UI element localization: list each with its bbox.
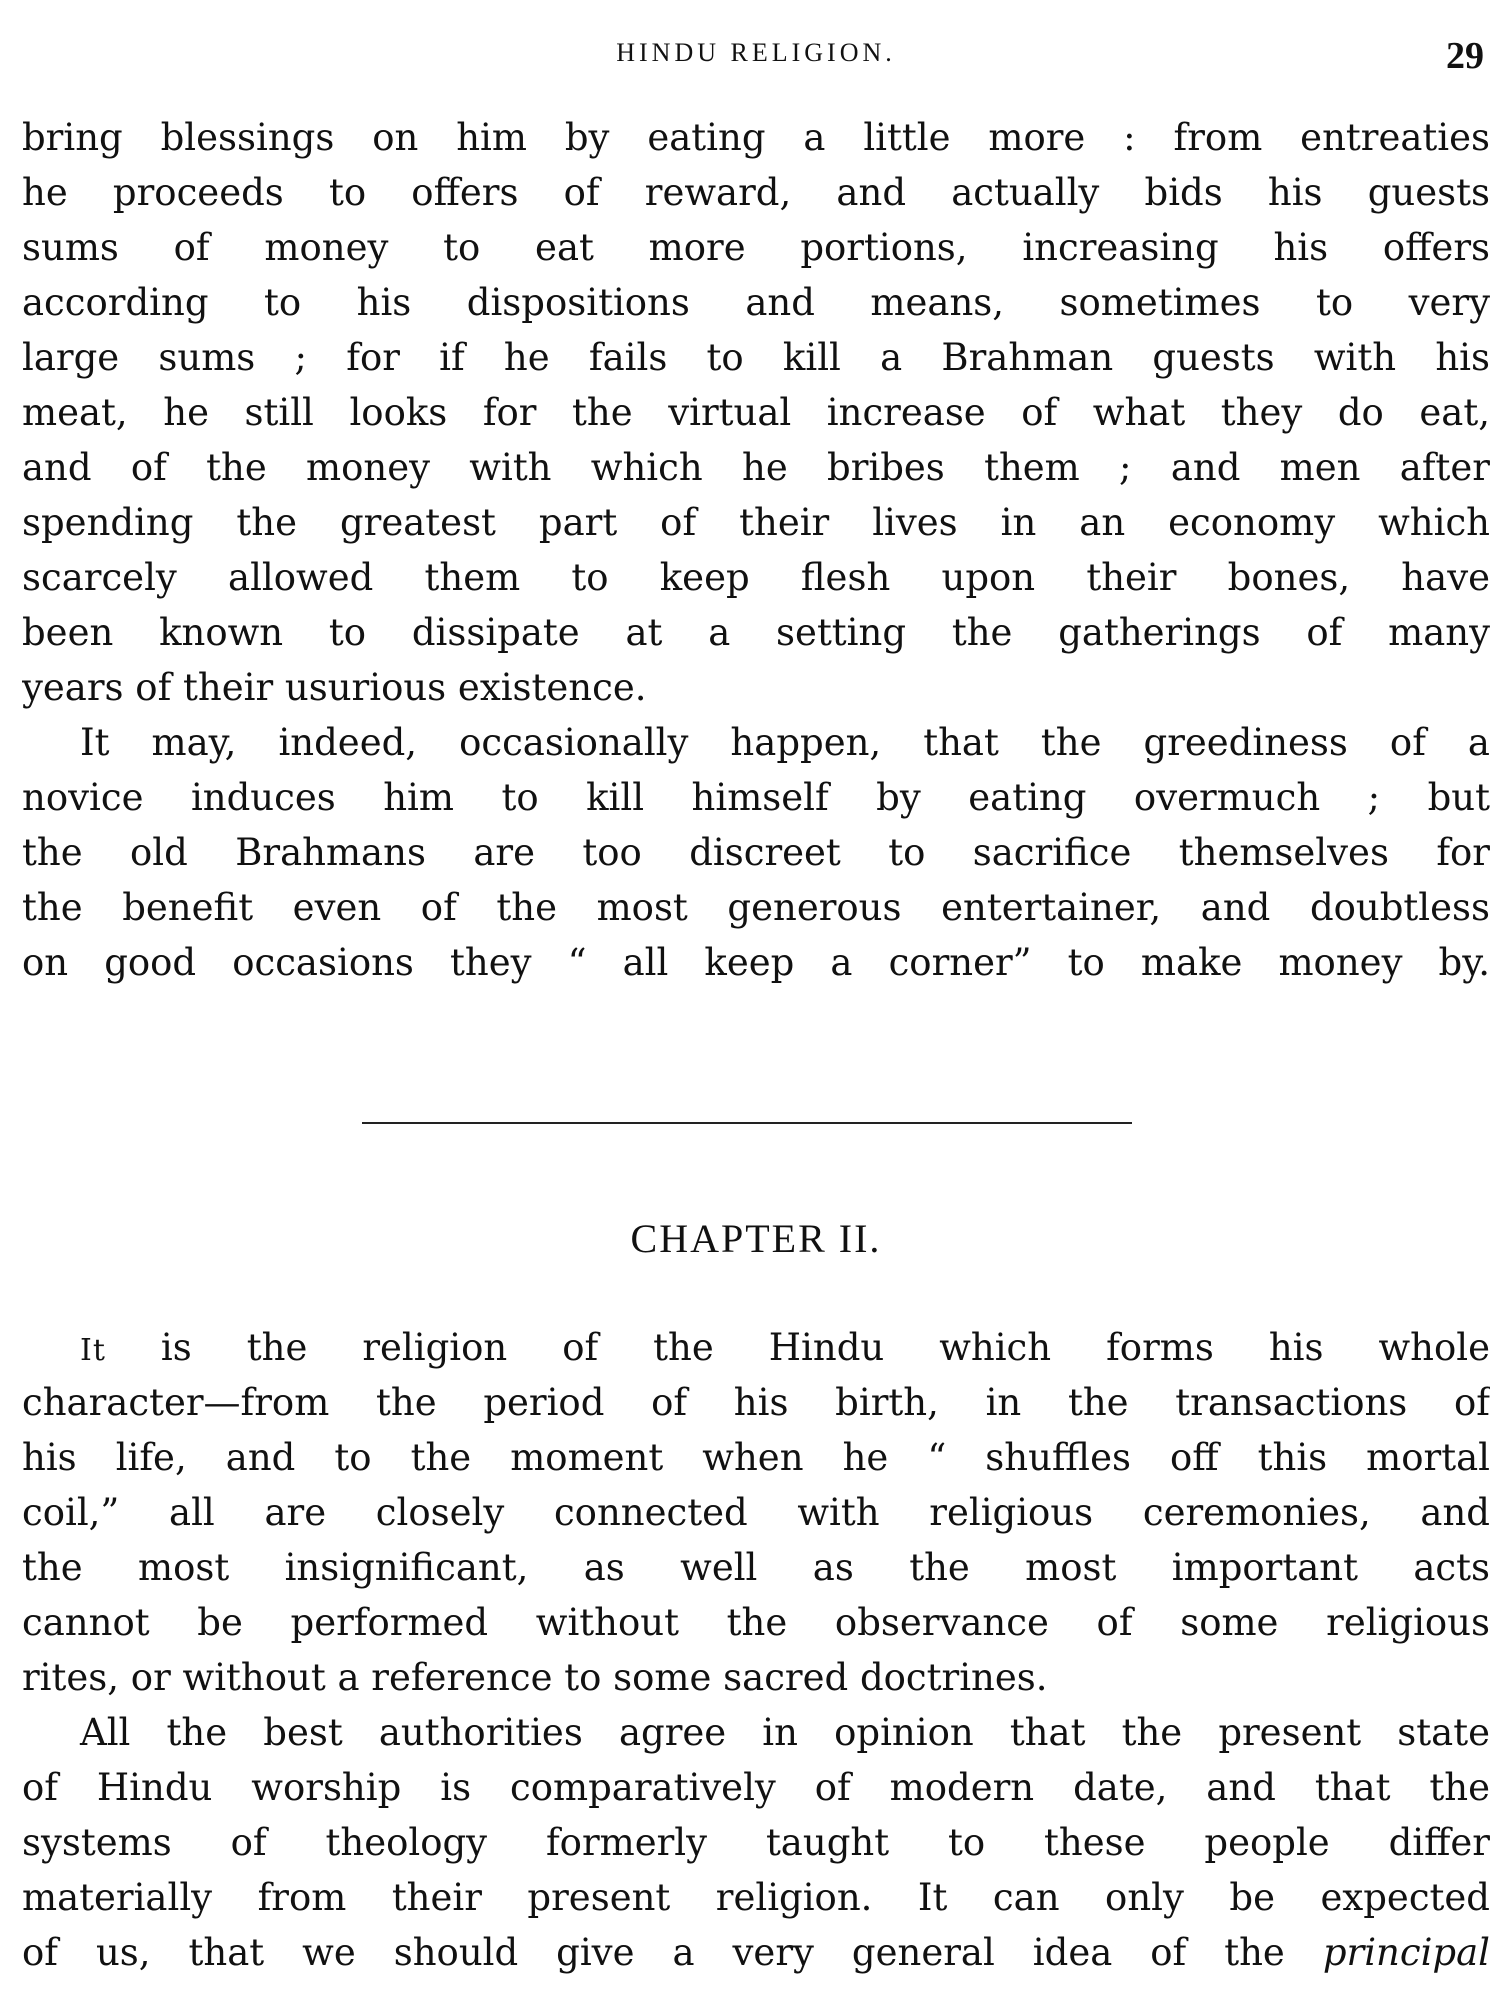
text-line: the most insignificant, as well as the most important acts <box>22 1546 1490 1589</box>
text-line: his life, and to the moment when he “ shuffles off this mortal <box>22 1436 1490 1479</box>
text-line: It may, indeed, occasionally happen, that the greediness of a <box>80 721 1490 764</box>
text-line: coil,” all are closely connected with religious ceremonies, and <box>22 1491 1490 1534</box>
text-line <box>22 1320 1490 1375</box>
text-line: he proceeds to offers of reward, and actually bids his guests <box>22 171 1490 214</box>
text-line: scarcely allowed them to keep flesh upon their bones, have <box>22 556 1490 599</box>
paragraph-continued <box>22 110 1490 715</box>
paragraph-greediness <box>22 715 1490 990</box>
first-line-text: is the religion of the Hindu which forms his whole <box>160 1326 1490 1369</box>
text-line: sums of money to eat more portions, increasing his offers <box>22 226 1490 269</box>
lead-word: It <box>80 1333 106 1368</box>
text-line: been known to dissipate at a setting the gatherings of many <box>22 611 1490 654</box>
paragraph-chapter-opening <box>22 1320 1490 1705</box>
text-line: spending the greatest part of their lives in an economy which <box>22 501 1490 544</box>
text-line: years of their usurious existence. <box>22 666 647 709</box>
text-line: on good occasions they “ all keep a corner” to make money by. <box>22 941 1490 984</box>
running-title: HINDU RELIGION. <box>616 38 896 67</box>
running-header <box>22 34 1490 78</box>
section-divider <box>362 1122 1132 1124</box>
text-line: cannot be performed without the observance of some religious <box>22 1601 1490 1644</box>
text-line: rites, or without a reference to some sacred doctrines. <box>22 1656 1048 1699</box>
text-line: materially from their present religion. It can only be expected <box>22 1876 1490 1919</box>
book-page <box>22 0 1490 2000</box>
text-line: bring blessings on him by eating a little more : from entreaties <box>22 116 1490 159</box>
text-line: All the best authorities agree in opinion that the present state <box>80 1711 1490 1754</box>
page-number: 29 <box>1446 35 1484 77</box>
text-line: according to his dispositions and means, sometimes to very <box>22 281 1490 324</box>
text-line: systems of theology formerly taught to these people differ <box>22 1821 1490 1864</box>
text-line: novice induces him to kill himself by eating overmuch ; but <box>22 776 1490 819</box>
text-line: of Hindu worship is comparatively of modern date, and that the <box>22 1766 1490 1809</box>
text-line: large sums ; for if he fails to kill a Brahman guests with his <box>22 336 1490 379</box>
italic-word: principal <box>1322 1931 1490 1974</box>
final-line-text: of us, that we should give a very general idea of the <box>22 1931 1285 1974</box>
text-line: meat, he still looks for the virtual increase of what they do eat, <box>22 391 1490 434</box>
text-line: character—from the period of his birth, in the transactions of <box>22 1381 1490 1424</box>
paragraph-authorities <box>22 1705 1490 1980</box>
chapter-heading: CHAPTER II. <box>630 1216 882 1261</box>
text-line: the benefit even of the most generous entertainer, and doubtless <box>22 886 1490 929</box>
text-line: and of the money with which he bribes them ; and men after <box>22 446 1490 489</box>
text-line: the old Brahmans are too discreet to sacrifice themselves for <box>22 831 1490 874</box>
text-line <box>22 1925 1490 1980</box>
